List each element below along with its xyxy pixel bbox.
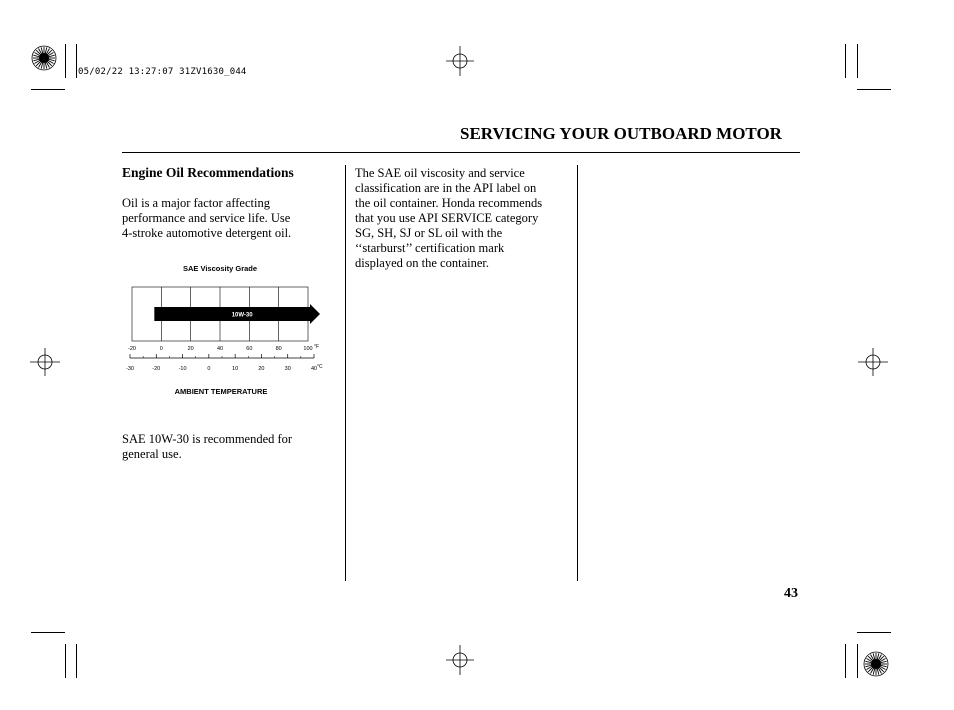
registration-target-icon xyxy=(446,46,474,76)
registration-target-icon xyxy=(30,348,60,376)
print-stamp: 05/02/22 13:27:07 31ZV1630_044 xyxy=(78,67,247,77)
celsius-tick-label: -20 xyxy=(152,366,161,372)
crop-mark xyxy=(31,89,65,90)
intro-paragraph xyxy=(122,196,342,241)
bar-label: 10W-30 xyxy=(231,312,253,319)
fahrenheit-tick-label: 0 xyxy=(159,346,163,352)
chart-title: SAE Viscosity Grade xyxy=(182,264,258,273)
celsius-tick-label: 10 xyxy=(232,366,239,372)
axis-label: AMBIENT TEMPERATURE xyxy=(174,387,268,396)
registration-target-icon xyxy=(446,645,474,675)
registration-target-icon xyxy=(858,348,888,376)
page-number: 43 xyxy=(784,586,798,601)
text-line: ‘‘starburst’’ certification mark xyxy=(355,241,505,255)
conclusion-paragraph xyxy=(122,432,342,462)
viscosity-chart xyxy=(118,258,340,400)
crop-mark xyxy=(31,632,65,633)
text-line: performance and service life. Use xyxy=(122,211,291,225)
text-line: SG, SH, SJ or SL oil with the xyxy=(355,226,503,240)
column-divider xyxy=(345,165,346,581)
text-line: that you use API SERVICE category xyxy=(355,211,539,225)
celsius-tick-label: 40 xyxy=(310,366,318,372)
crop-mark xyxy=(857,44,858,78)
fahrenheit-tick-label: 20 xyxy=(187,346,194,352)
celsius-tick-label: 0 xyxy=(207,366,211,372)
api-paragraph xyxy=(355,166,577,271)
fahrenheit-tick-label: 100 xyxy=(303,346,313,352)
fahrenheit-tick-label: 40 xyxy=(216,346,224,352)
section-heading: Engine Oil Recommendations xyxy=(122,165,294,180)
fahrenheit-tick-label: 60 xyxy=(246,346,253,352)
text-line: Oil is a major factor affecting xyxy=(122,196,270,210)
text-line: 4-stroke automotive detergent oil. xyxy=(122,226,292,240)
celsius-tick-label: -30 xyxy=(126,366,134,372)
celsius-tick-label: -10 xyxy=(178,366,187,372)
crop-mark xyxy=(845,44,846,78)
text-line: general use. xyxy=(122,447,182,461)
starburst-mark-icon xyxy=(863,651,889,677)
crop-mark xyxy=(76,44,77,78)
crop-mark xyxy=(857,644,858,678)
page-title: SERVICING YOUR OUTBOARD MOTOR xyxy=(460,124,782,143)
crop-mark xyxy=(845,644,846,678)
starburst-core xyxy=(871,659,881,669)
crop-mark xyxy=(857,89,891,90)
text-line: classification are in the API label on xyxy=(355,181,537,195)
crop-mark xyxy=(857,632,891,633)
crop-mark xyxy=(65,44,66,78)
header-divider xyxy=(122,152,800,153)
fahrenheit-tick-label: 80 xyxy=(275,346,282,352)
text-line: the oil container. Honda recommends xyxy=(355,196,543,210)
celsius-tick-label: 20 xyxy=(258,366,265,372)
crop-mark xyxy=(76,644,77,678)
crop-mark xyxy=(65,644,66,678)
starburst-core xyxy=(39,53,49,63)
celsius-tick-label: 30 xyxy=(284,366,291,372)
text-line: displayed on the container. xyxy=(355,256,489,270)
text-line: SAE 10W-30 is recommended for xyxy=(122,432,293,446)
celsius-unit: °C xyxy=(317,364,323,370)
text-line: The SAE oil viscosity and service xyxy=(355,166,525,180)
fahrenheit-tick-label: -20 xyxy=(128,346,136,352)
starburst-mark-icon xyxy=(31,45,57,71)
column-divider xyxy=(577,165,578,581)
fahrenheit-unit: °F xyxy=(314,344,320,350)
